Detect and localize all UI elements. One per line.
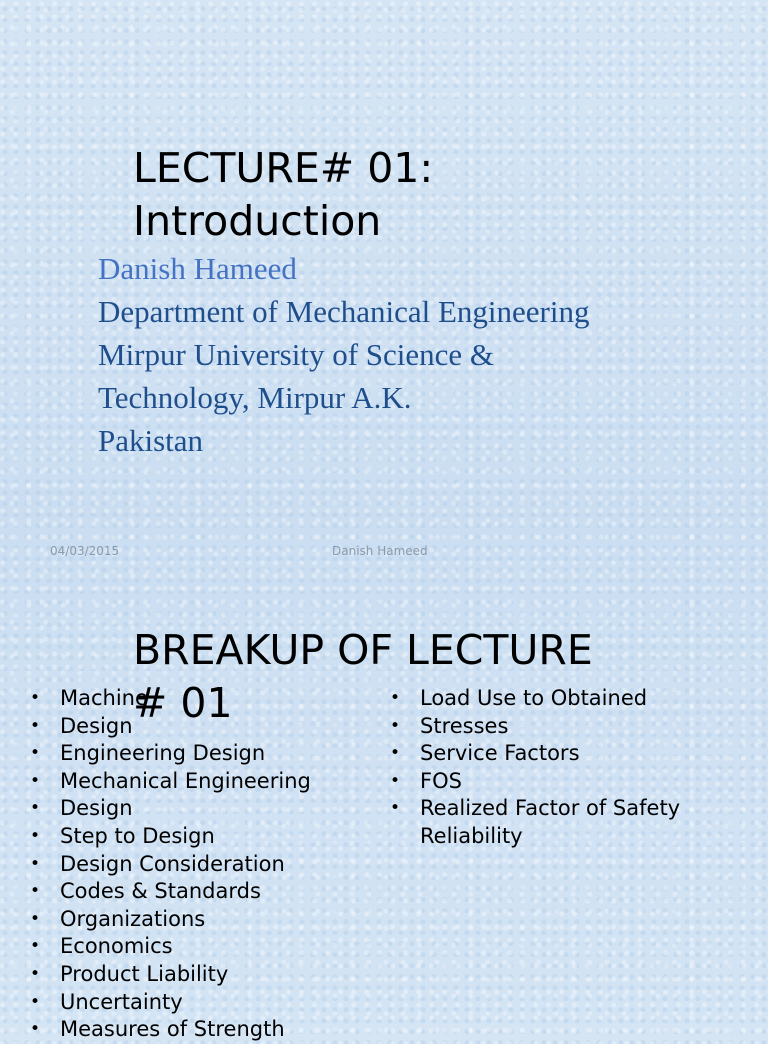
department: Department of Mechanical Engineering xyxy=(98,294,590,329)
author-block xyxy=(98,247,590,462)
list-item: • Mechanical Engineering xyxy=(30,768,311,796)
title-line-2: # 01 xyxy=(133,679,233,727)
footer-date: 04/03/2015 xyxy=(50,544,120,558)
country: Pakistan xyxy=(98,423,204,458)
left-bullet-list xyxy=(30,685,311,1044)
list-item: • Codes & Standards xyxy=(30,878,311,906)
list-item: • Uncertainty xyxy=(30,989,311,1017)
university-line-2: Technology, Mirpur A.K. xyxy=(98,380,412,415)
slide-2 xyxy=(0,590,768,1042)
list-item: • Product Liability xyxy=(30,961,311,989)
list-item: • Engineering Design xyxy=(30,740,311,768)
list-item: • Stresses xyxy=(390,713,680,741)
list-item: • Load Use to Obtained xyxy=(390,685,680,713)
slide-2-title xyxy=(133,624,733,730)
list-item: • Design xyxy=(30,713,311,741)
university-line-1: Mirpur University of Science & xyxy=(98,337,495,372)
footer-author: Danish Hameed xyxy=(332,544,428,558)
list-item: • Economics xyxy=(30,933,311,961)
list-item: • Design Consideration xyxy=(30,851,311,879)
list-item: • Design xyxy=(30,795,311,823)
list-item: • Organizations xyxy=(30,906,311,934)
list-item-continuation: Reliability xyxy=(420,823,523,848)
author-name: Danish Hameed xyxy=(98,251,297,286)
list-item: • Machine xyxy=(30,685,311,713)
title-line-1: BREAKUP OF LECTURE xyxy=(133,626,593,674)
title-line-1: LECTURE# 01: xyxy=(133,144,434,192)
list-item: • FOS xyxy=(390,768,680,796)
list-item: • Measures of Strength xyxy=(30,1016,311,1044)
list-item: • Service Factors xyxy=(390,740,680,768)
slide-1-title xyxy=(133,142,433,248)
title-line-2: Introduction xyxy=(133,197,382,245)
list-item: • Realized Factor of Safety xyxy=(390,795,680,823)
list-item: • Step to Design xyxy=(30,823,311,851)
